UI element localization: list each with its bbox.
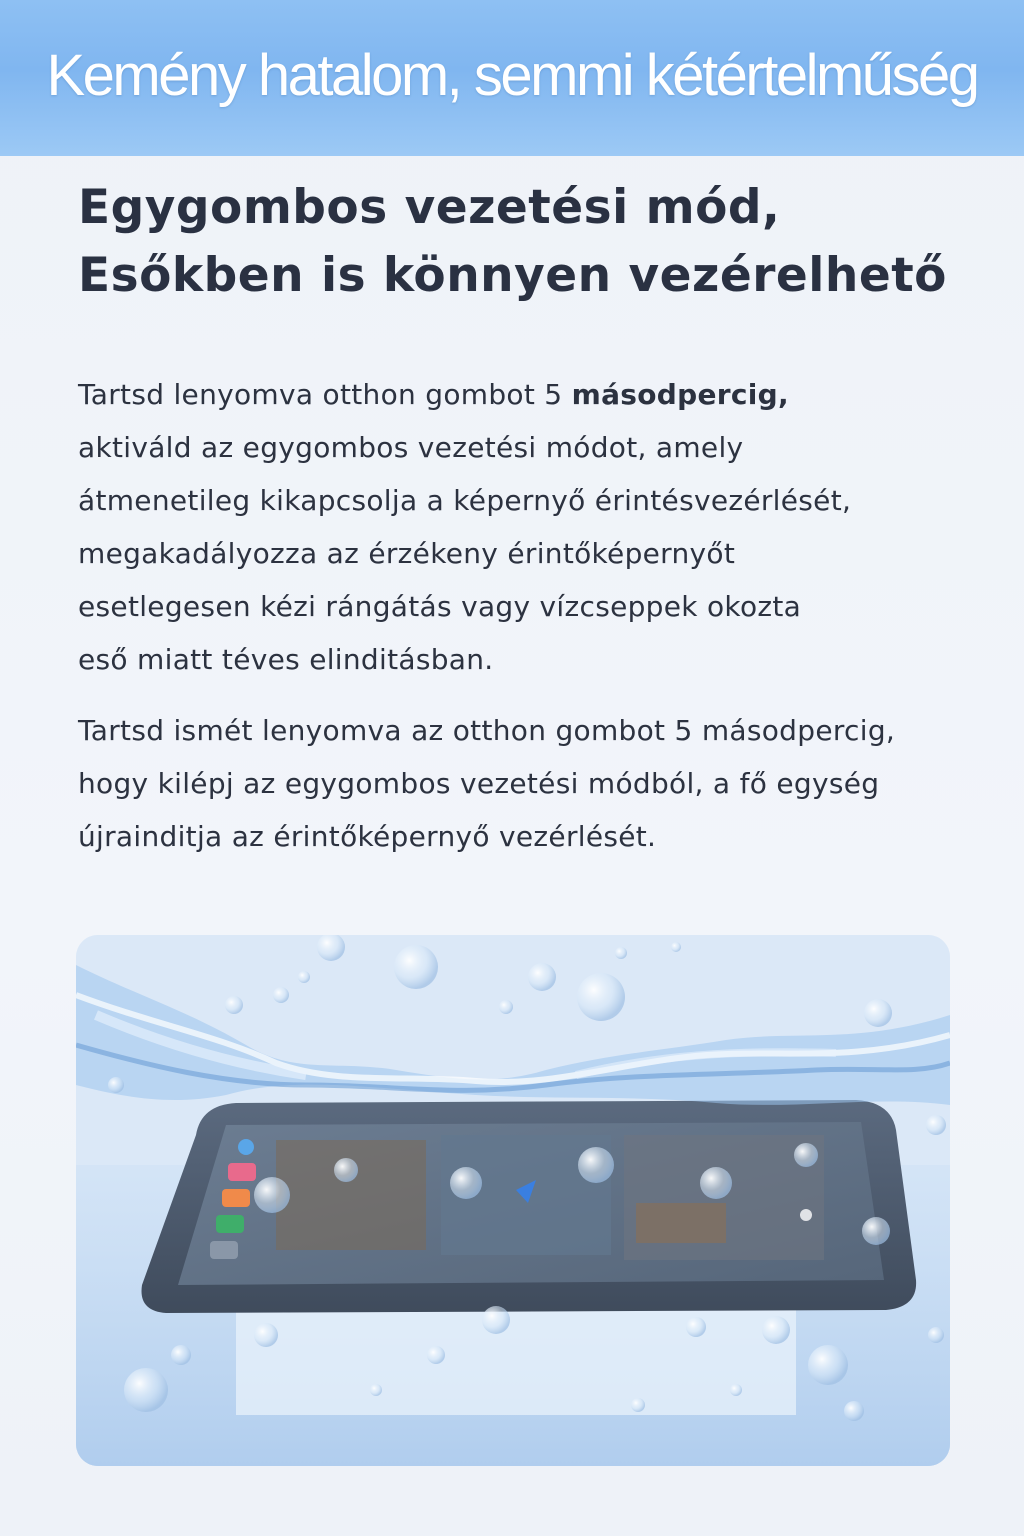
- paragraph-line: megakadályozza az érzékeny érintőképernyőt: [78, 537, 736, 570]
- media-icon: [228, 1163, 256, 1181]
- banner-title: Kemény hatalom, semmi kétértelműség: [46, 43, 978, 108]
- settings-icon: [210, 1241, 238, 1259]
- paragraph-text: Tartsd lenyomva otthon gombot 5: [78, 378, 572, 411]
- heading-line-1: Egygombos vezetési mód,: [78, 180, 781, 235]
- paragraph-line: eső miatt téves elinditásban.: [78, 643, 494, 676]
- paragraph-line: [78, 368, 958, 421]
- underwater-tablet-illustration: [76, 935, 950, 1466]
- paragraph-line: átmenetileg kikapcsolja a képernyő érintésvezérlését,: [78, 484, 852, 517]
- instruction-paragraph-activate: [78, 368, 958, 686]
- car-tablet-device: [142, 1100, 917, 1313]
- camera-view-panel: [276, 1140, 426, 1250]
- paragraph-line: esetlegesen kézi rángátás vagy vízcseppek okozta: [78, 590, 802, 623]
- feature-heading: [78, 174, 958, 310]
- heading-line-2: Esőkben is könnyen vezérelhető: [78, 248, 947, 303]
- home-icon: [238, 1139, 254, 1155]
- phone-icon: [216, 1215, 244, 1233]
- waterproof-tablet-photo: [76, 935, 950, 1466]
- instruction-paragraph-exit: [78, 704, 958, 863]
- radio-icon: [222, 1189, 250, 1207]
- paragraph-line: Tartsd ismét lenyomva az otthon gombot 5 másodpercig,: [78, 714, 896, 747]
- paragraph-line: aktiváld az egygombos vezetési módot, amely: [78, 431, 744, 464]
- emphasis-text: másodpercig,: [571, 378, 789, 411]
- header-banner: [0, 0, 1024, 156]
- paragraph-line: hogy kilépj az egygombos vezetési módból, a fő egység: [78, 767, 880, 800]
- paragraph-line: újrainditja az érintőképernyő vezérlését.: [78, 820, 657, 853]
